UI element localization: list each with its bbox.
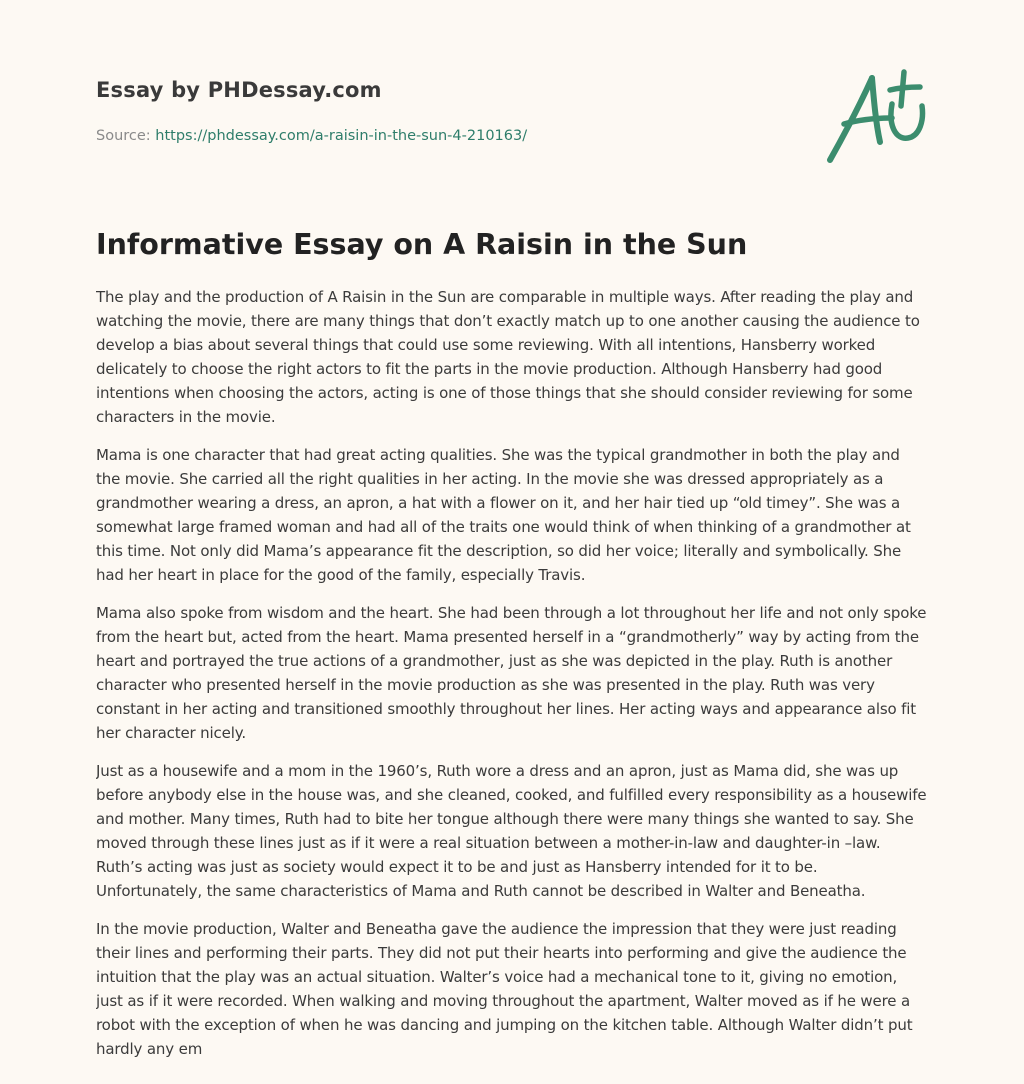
- essay-paragraph: Mama is one character that had great acting qualities. She was the typical grandmother in both the play and the movie. She carried all the right qualities in her acting. In the movie she was dressed appropriately as a grandmother wearing a dress, an apron, a hat with a flower on it, and her hair tied up “old timey”. She was a somewhat large framed woman and had all of the traits one would think of when thinking of a grandmother at this time. Not only did Mama’s appearance fit the description, so did her voice; literally and symbolically. She had her heart in place for the good of the family, especially Travis.: [96, 446, 911, 584]
- source-line: [96, 126, 796, 146]
- essay-body: [96, 285, 928, 1070]
- essay-paragraph: Just as a housewife and a mom in the 1960’s, Ruth wore a dress and an apron, just as Mama did, she was up before anybody else in the house was, and she cleaned, cooked, and fulfilled every responsibility as a housewife and mother. Many times, Ruth had to bite her tongue although there were many things she wanted to say. She moved through these lines just as if it were a real situation between a mother-in-law and daughter-in –law. Ruth’s acting was just as society would expect it to be and just as Hansberry intended for it to be. Unfortunately, the same characteristics of Mama and Ruth cannot be described in Walter and Beneatha.: [96, 762, 927, 900]
- essay-paragraph: In the movie production, Walter and Beneatha gave the audience the impression that they were just reading their lines and performing their parts. They did not put their hearts into performing and give the audience the intuition that the play was an actual situation. Walter’s voice had a mechanical tone to it, giving no emotion, just as if it were recorded. When walking and moving throughout the apartment, Walter moved as if he were a robot with the exception of when he was dancing and jumping on the kitchen table. Although Walter didn’t put hardly any em: [96, 920, 913, 1058]
- source-label: Source:: [96, 128, 156, 144]
- a-plus-logo-icon: [818, 66, 930, 166]
- page-header: [96, 76, 796, 146]
- essay-title: Informative Essay on A Raisin in the Sun: [96, 228, 748, 261]
- essay-paragraph: The play and the production of A Raisin in the Sun are comparable in multiple ways. After reading the play and watching the movie, there are many things that don’t exactly match up to one another causing the audience to develop a bias about several things that could use some reviewing. With all intentions, Hansberry worked delicately to choose the right actors to fit the parts in the movie production. Although Hansberry had good intentions when choosing the actors, acting is one of those things that she should consider reviewing for some characters in the movie.: [96, 288, 920, 426]
- site-title: Essay by PHDessay.com: [96, 78, 382, 102]
- essay-paragraph: Mama also spoke from wisdom and the heart. She had been through a lot throughout her life and not only spoke from the heart but, acted from the heart. Mama presented herself in a “grandmotherly” way by acting from the heart and portrayed the true actions of a grandmother, just as she was depicted in the play. Ruth is another character who presented herself in the movie production as she was presented in the play. Ruth was very constant in her acting and transitioned smoothly throughout her lines. Her acting ways and appearance also fit her character nicely.: [96, 604, 927, 742]
- source-link[interactable]: https://phdessay.com/a-raisin-in-the-sun-4-210163/: [155, 128, 528, 144]
